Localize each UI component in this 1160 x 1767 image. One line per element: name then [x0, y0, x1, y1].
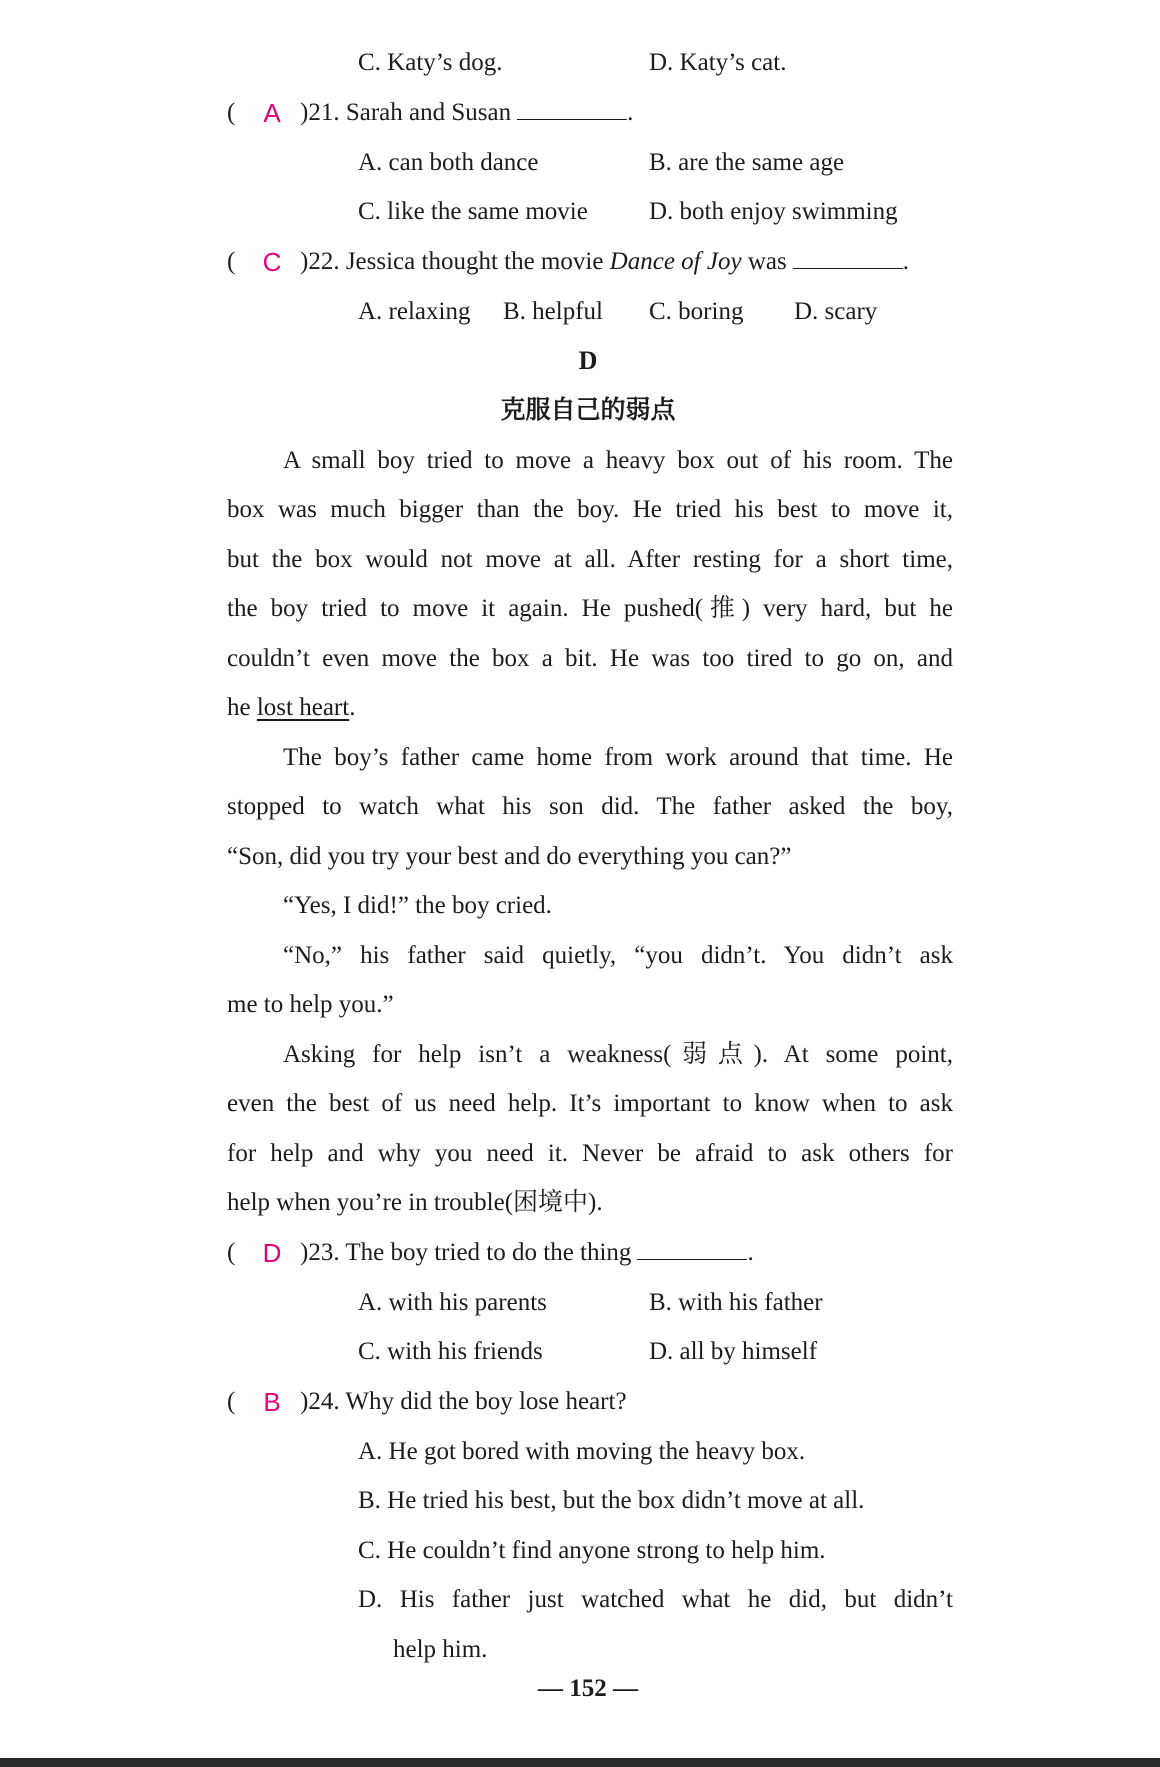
q24-answer: B: [263, 1387, 281, 1417]
q21-stem: [300, 96, 633, 130]
q23-option-b: B. with his father: [649, 1289, 823, 1316]
q22-option-c: C. boring: [649, 298, 744, 325]
q20-option-c: C. Katy’s dog.: [358, 49, 503, 76]
q21-stem-end: .: [627, 99, 634, 126]
q23-paren-open: (: [227, 1239, 236, 1266]
q22-stem: [300, 245, 909, 279]
section-title: 克服自己的弱点: [500, 395, 676, 424]
passage-p5-line-1: Asking for help isn’t a weakness(弱点). At some point,: [283, 1041, 953, 1068]
q21-paren-open: (: [227, 99, 236, 126]
q23-stem: [300, 1236, 754, 1270]
passage-p4-line-1: “No,” his father said quietly, “you didn’t. You didn’t ask: [283, 942, 953, 969]
q21-stem-text: )21. Sarah and Susan: [300, 99, 512, 126]
passage-p1-last-post: .: [349, 694, 356, 721]
q24-option-b: B. He tried his best, but the box didn’t move at all.: [358, 1487, 865, 1514]
passage-p1-line-1: A small boy tried to move a heavy box out of his room. The: [283, 447, 953, 474]
q23-option-d: D. all by himself: [649, 1338, 818, 1365]
q21-answer: A: [263, 98, 281, 128]
q23-stem-end: .: [747, 1239, 754, 1266]
passage-p4-line-2: me to help you.”: [227, 991, 394, 1018]
q22-movie-title: Dance of Joy: [609, 248, 742, 275]
passage-p1-line-5: couldn’t even move the box a bit. He was too tired to go on, and: [227, 645, 953, 672]
passage-p3-line-1: “Yes, I did!” the boy cried.: [283, 892, 552, 919]
q22-paren-open: (: [227, 248, 236, 275]
section-letter: D: [578, 346, 598, 375]
passage-p2-line-2: stopped to watch what his son did. The father asked the boy,: [227, 793, 953, 820]
passage-p1-line-2: box was much bigger than the boy. He tried his best to move it,: [227, 496, 953, 523]
q24-option-c: C. He couldn’t find anyone strong to help him.: [358, 1537, 826, 1564]
q20-option-d: D. Katy’s cat.: [649, 49, 787, 76]
q22-option-d: D. scary: [794, 298, 878, 325]
passage-p2-line-1: The boy’s father came home from work around that time. He: [283, 744, 953, 771]
q21-option-b: B. are the same age: [649, 149, 845, 176]
bottom-edge-bar: [0, 1758, 1160, 1767]
q22-option-a: A. relaxing: [358, 298, 471, 325]
q24-option-a: A. He got bored with moving the heavy box.: [358, 1438, 806, 1465]
q21-option-a: A. can both dance: [358, 149, 539, 176]
q21-blank: [517, 97, 627, 120]
passage-p1-line-3: but the box would not move at all. After resting for a short time,: [227, 546, 953, 573]
q22-stem-pre: )22. Jessica thought the movie: [300, 248, 610, 275]
q23-option-c: C. with his friends: [358, 1338, 543, 1365]
passage-p1-last-pre: he: [227, 694, 257, 721]
q24-paren-open: (: [227, 1388, 236, 1415]
q24-stem: )24. Why did the boy lose heart?: [300, 1388, 627, 1415]
passage-p5-line-3: for help and why you need it. Never be afraid to ask others for: [227, 1140, 953, 1167]
passage-p2-line-3: “Son, did you try your best and do everything you can?”: [227, 843, 792, 870]
page-number: — 152 —: [538, 1675, 638, 1702]
q21-option-c: C. like the same movie: [358, 198, 588, 225]
q22-answer: C: [262, 247, 282, 277]
q21-option-d: D. both enjoy swimming: [649, 198, 898, 225]
passage-p5-line-4: help when you’re in trouble(困境中).: [227, 1189, 603, 1216]
underlined-phrase-lost-heart: lost heart: [256, 694, 350, 721]
q24-option-d-line-2: help him.: [393, 1636, 488, 1663]
q22-stem-end: .: [902, 248, 909, 275]
q23-stem-text: )23. The boy tried to do the thing: [300, 1239, 632, 1266]
passage-p5-line-2: even the best of us need help. It’s important to know when to ask: [227, 1090, 953, 1117]
q22-option-b: B. helpful: [503, 298, 603, 325]
passage-p1-line-4: the boy tried to move it again. He pushed(推) very hard, but he: [227, 595, 953, 622]
q24-option-d-line-1: D. His father just watched what he did, but didn’t: [358, 1586, 953, 1613]
q22-stem-post: was: [741, 248, 787, 275]
passage-p1-line-6: [227, 691, 953, 725]
q23-answer: D: [262, 1238, 282, 1268]
q23-option-a: A. with his parents: [358, 1289, 547, 1316]
q23-blank: [637, 1237, 747, 1260]
q22-blank: [793, 246, 903, 269]
